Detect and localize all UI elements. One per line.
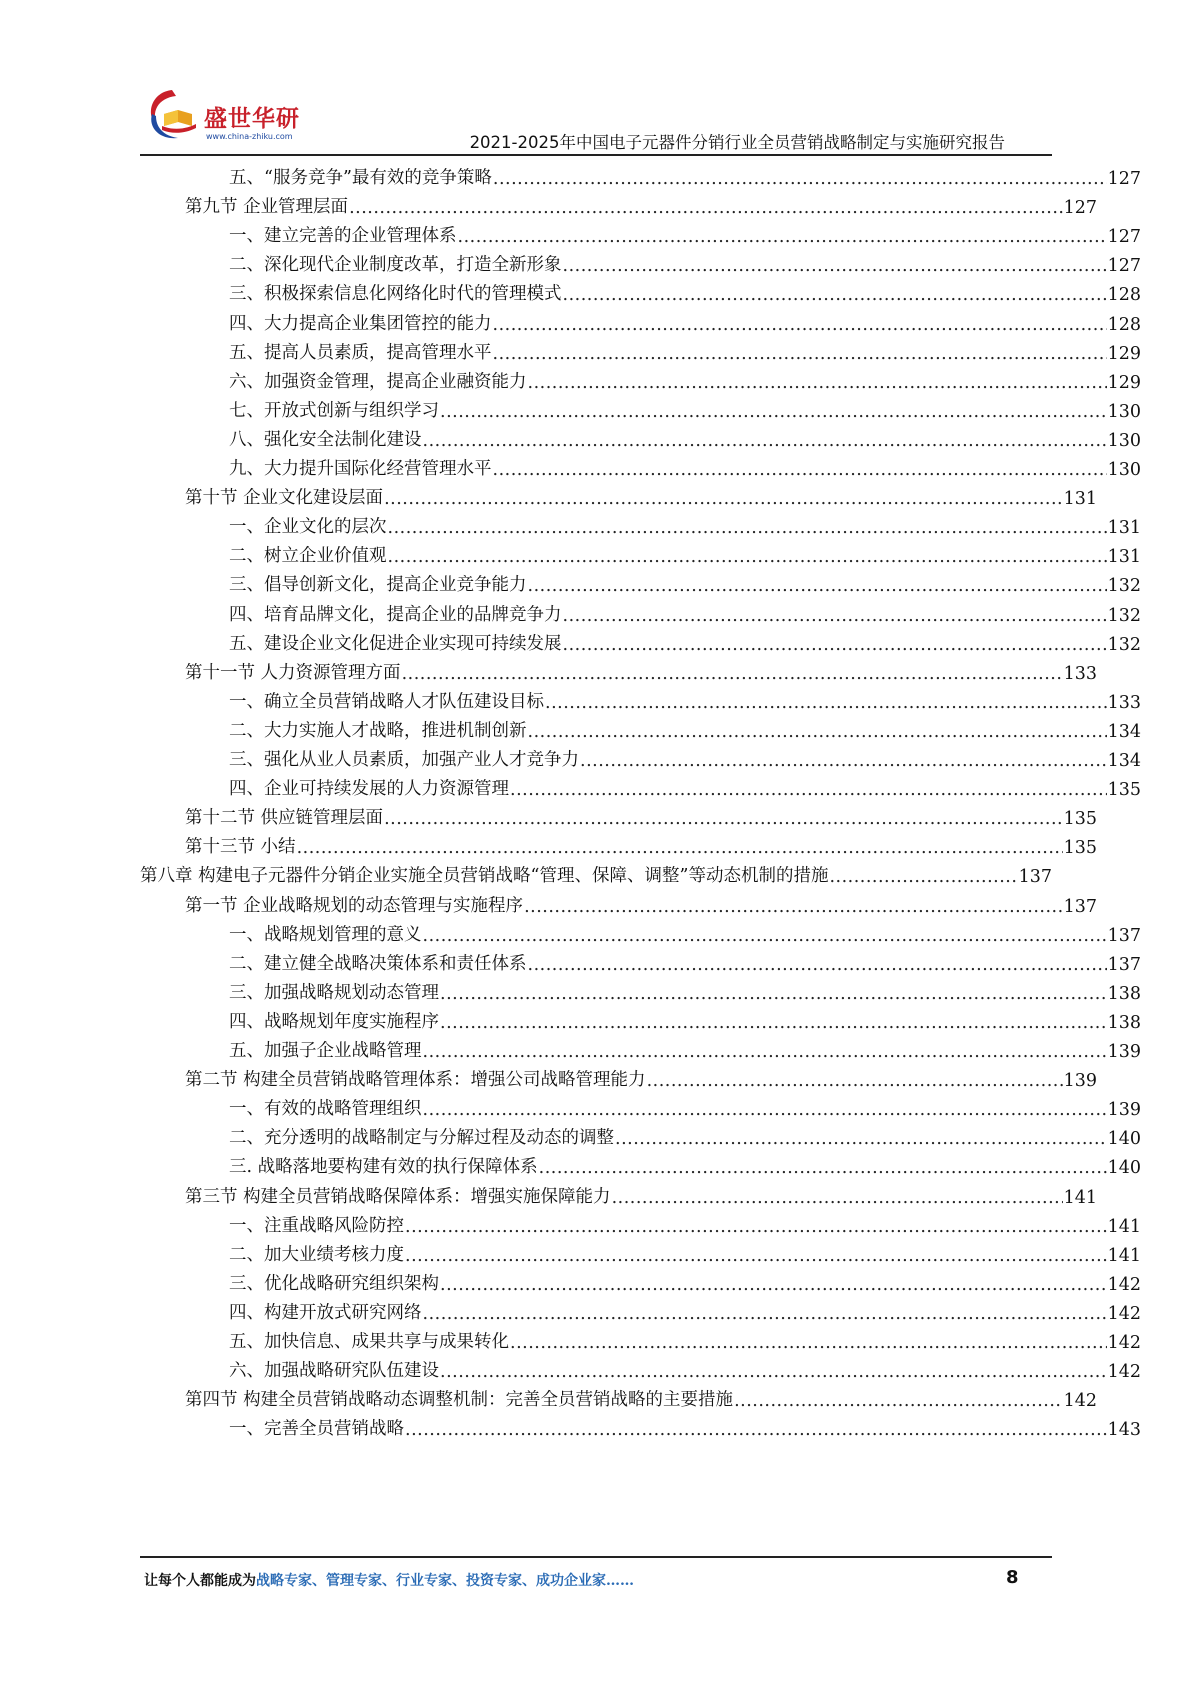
toc-leader-dots — [423, 1100, 1107, 1120]
toc-entry-page: 127 — [1063, 198, 1097, 219]
toc-entry-page: 130 — [1107, 460, 1141, 480]
toc-entry-title: 第十二节 供应链管理层面 — [185, 808, 384, 829]
toc-leader-dots — [528, 373, 1107, 393]
toc-leader-dots — [405, 1246, 1107, 1266]
toc-entry-page: 134 — [1107, 721, 1141, 742]
toc-entry[interactable] — [140, 682, 1141, 713]
toc-leader-dots — [545, 693, 1107, 713]
toc-leader-dots — [528, 576, 1107, 596]
toc-entry[interactable] — [140, 1177, 1097, 1208]
toc-entry-page: 129 — [1107, 372, 1141, 393]
toc-entry-title: 第二节 构建全员营销战略管理体系：增强公司战略管理能力 — [185, 1070, 646, 1091]
toc-entry-title: 一、企业文化的层次 — [229, 517, 387, 538]
toc-entry-title: 一、确立全员营销战略人才队伍建设目标 — [229, 691, 544, 712]
toc-entry-page: 127 — [1107, 256, 1141, 277]
toc-leader-dots — [524, 897, 1063, 917]
slogan-prefix: 让每个人都能成为 — [144, 1573, 256, 1589]
toc-entry-title: 九、大力提升国际化经营管理水平 — [229, 459, 492, 479]
toc-entry[interactable] — [140, 1264, 1141, 1295]
toc-entry-title: 第十节 企业文化建设层面 — [185, 488, 384, 509]
toc-entry-title: 四、企业可持续发展的人力资源管理 — [229, 779, 509, 800]
toc-entry[interactable] — [140, 536, 1141, 567]
toc-entry[interactable] — [140, 798, 1097, 829]
toc-entry[interactable] — [140, 711, 1141, 742]
toc-entry-page: 133 — [1107, 692, 1141, 713]
toc-entry[interactable] — [140, 216, 1141, 247]
toc-entry-page: 137 — [1063, 896, 1097, 917]
toc-entry[interactable] — [140, 1060, 1097, 1091]
toc-leader-dots — [384, 489, 1063, 509]
toc-entry-title: 六、加强资金管理，提高企业融资能力 — [229, 371, 527, 392]
toc-entry[interactable] — [140, 1235, 1141, 1266]
toc-entry[interactable] — [140, 595, 1141, 626]
toc-entry-page: 132 — [1107, 576, 1141, 597]
report-title: 2021-2025年中国电子元器件分销行业全员营销战略制定与实施研究报告 — [469, 133, 1005, 152]
toc-entry-page: 140 — [1107, 1129, 1141, 1150]
toc-entry-title: 五、“服务竞争”最有效的竞争策略 — [229, 168, 492, 188]
toc-entry[interactable] — [140, 1118, 1141, 1149]
toc-entry-title: 二、树立企业价值观 — [229, 546, 387, 567]
toc-entry-title: 一、战略规划管理的意义 — [229, 924, 422, 945]
toc-leader-dots — [440, 984, 1107, 1004]
logo-emblem-icon — [142, 84, 206, 144]
toc-entry-page: 141 — [1107, 1245, 1141, 1266]
page-header — [0, 0, 1191, 160]
toc-entry[interactable] — [140, 1089, 1141, 1120]
toc-leader-dots — [423, 1042, 1107, 1062]
toc-entry[interactable] — [140, 740, 1141, 771]
toc-entry-title: 四、培育品牌文化，提高企业的品牌竞争力 — [229, 604, 562, 625]
toc-entry[interactable] — [140, 944, 1141, 975]
toc-entry-page: 142 — [1107, 1362, 1141, 1383]
toc-entry-title: 二、充分透明的战略制定与分解过程及动态的调整 — [229, 1128, 614, 1149]
toc-entry[interactable] — [140, 507, 1141, 538]
toc-entry[interactable] — [140, 886, 1097, 917]
toc-entry-title: 一、建立完善的企业管理体系 — [229, 226, 457, 247]
toc-leader-dots — [440, 402, 1107, 422]
toc-entry-page: 142 — [1107, 1274, 1141, 1295]
toc-entry-page: 130 — [1107, 430, 1141, 451]
toc-entry-page: 142 — [1107, 1333, 1141, 1353]
toc-entry-page: 139 — [1063, 1071, 1097, 1092]
toc-entry-page: 132 — [1107, 634, 1141, 655]
toc-entry-page: 142 — [1063, 1391, 1097, 1412]
toc-entry[interactable] — [140, 973, 1141, 1004]
toc-entry[interactable] — [140, 449, 1141, 480]
header-divider — [140, 154, 1052, 156]
toc-leader-dots — [423, 431, 1107, 451]
toc-entry[interactable] — [140, 1002, 1141, 1033]
toc-entry[interactable] — [140, 1351, 1141, 1382]
toc-entry-title: 三、优化战略研究组织架构 — [229, 1273, 439, 1294]
toc-entry-page: 141 — [1063, 1187, 1097, 1208]
toc-entry-title: 第三节 构建全员营销战略保障体系：增强实施保障能力 — [185, 1186, 611, 1207]
toc-leader-dots — [647, 1071, 1063, 1091]
toc-leader-dots — [510, 1333, 1107, 1353]
toc-entry-title: 第十三节 小结 — [185, 837, 296, 858]
toc-entry[interactable] — [140, 158, 1141, 189]
toc-entry[interactable] — [140, 769, 1141, 800]
toc-leader-dots — [734, 1391, 1063, 1411]
toc-entry-title: 第八章 构建电子元器件分销企业实施全员营销战略“管理、保障、调整”等动态机制的措施 — [140, 866, 829, 887]
toc-entry-page: 130 — [1107, 401, 1141, 422]
toc-entry-title: 四、大力提高企业集团管控的能力 — [229, 313, 492, 334]
toc-entry[interactable] — [140, 245, 1141, 276]
toc-entry-title: 三. 战略落地要构建有效的执行保障体系 — [229, 1157, 538, 1178]
toc-leader-dots — [349, 198, 1063, 218]
toc-leader-dots — [493, 169, 1107, 189]
toc-entry-page: 131 — [1063, 489, 1097, 510]
toc-entry-title: 一、有效的战略管理组织 — [229, 1099, 422, 1120]
toc-leader-dots — [493, 315, 1107, 335]
toc-entry-page: 143 — [1107, 1420, 1141, 1441]
toc-leader-dots — [528, 955, 1107, 975]
toc-entry[interactable] — [140, 304, 1141, 335]
toc-entry[interactable] — [140, 420, 1141, 451]
toc-entry-title: 四、战略规划年度实施程序 — [229, 1011, 439, 1032]
toc-entry[interactable] — [140, 653, 1097, 684]
toc-leader-dots — [297, 838, 1063, 858]
toc-entry[interactable] — [140, 362, 1141, 393]
toc-entry-title: 八、强化安全法制化建设 — [229, 429, 422, 450]
toc-leader-dots — [493, 460, 1107, 480]
toc-entry-page: 142 — [1107, 1303, 1141, 1324]
toc-entry-page: 139 — [1107, 1042, 1141, 1062]
toc-entry-title: 第一节 企业战略规划的动态管理与实施程序 — [185, 895, 524, 916]
toc-leader-dots — [615, 1129, 1107, 1149]
toc-leader-dots — [405, 1217, 1107, 1237]
toc-entry[interactable] — [140, 333, 1141, 364]
toc-entry-title: 第十一节 人力资源管理方面 — [185, 662, 401, 683]
toc-entry[interactable] — [140, 1380, 1097, 1411]
page-number: 8 — [1006, 1567, 1019, 1588]
toc-entry[interactable] — [140, 274, 1141, 305]
toc-entry-page: 137 — [1107, 954, 1141, 975]
toc-leader-dots — [563, 606, 1107, 626]
toc-entry-page: 134 — [1107, 751, 1141, 771]
toc-leader-dots — [539, 1158, 1107, 1178]
toc-leader-dots — [563, 256, 1107, 276]
toc-entry-page: 137 — [1018, 867, 1052, 888]
toc-leader-dots — [493, 344, 1107, 364]
toc-entry-title: 三、强化从业人员素质，加强产业人才竞争力 — [229, 750, 579, 770]
footer-divider — [140, 1556, 1052, 1558]
toc-leader-dots — [458, 227, 1107, 247]
toc-entry-title: 第九节 企业管理层面 — [185, 197, 349, 218]
toc-entry-title: 六、加强战略研究队伍建设 — [229, 1361, 439, 1382]
toc-entry-page: 138 — [1107, 1012, 1141, 1033]
toc-entry-page: 137 — [1107, 925, 1141, 946]
toc-leader-dots — [423, 1304, 1107, 1324]
toc-entry-title: 二、建立健全战略决策体系和责任体系 — [229, 953, 527, 974]
toc-entry[interactable] — [140, 915, 1141, 946]
toc-leader-dots — [440, 1362, 1107, 1382]
toc-entry-title: 一、完善全员营销战略 — [229, 1419, 404, 1440]
toc-entry-page: 138 — [1107, 983, 1141, 1004]
toc-leader-dots — [388, 547, 1107, 567]
toc-entry-page: 127 — [1107, 227, 1141, 248]
toc-entry-page: 131 — [1107, 547, 1141, 568]
toc-entry-page: 128 — [1107, 314, 1141, 335]
toc-entry-page: 133 — [1063, 663, 1097, 684]
toc-entry-page: 135 — [1107, 780, 1141, 801]
toc-leader-dots — [423, 926, 1107, 946]
toc-leader-dots — [528, 722, 1107, 742]
toc-entry-page: 129 — [1107, 343, 1141, 364]
toc-entry[interactable] — [140, 1409, 1141, 1440]
toc-leader-dots — [563, 635, 1107, 655]
toc-entry-page: 131 — [1107, 518, 1141, 539]
toc-leader-dots — [829, 867, 1017, 887]
toc-entry-title: 三、积极探索信息化网络化时代的管理模式 — [229, 284, 562, 305]
toc-entry[interactable] — [140, 187, 1097, 218]
toc-entry[interactable] — [140, 1147, 1141, 1178]
toc-entry-title: 二、深化现代企业制度改革，打造全新形象 — [229, 255, 562, 276]
toc-leader-dots — [402, 664, 1063, 684]
toc-entry[interactable] — [140, 565, 1141, 596]
toc-leader-dots — [440, 1013, 1107, 1033]
company-logo — [142, 84, 322, 152]
toc-entry-page: 139 — [1107, 1100, 1141, 1121]
toc-entry[interactable] — [140, 391, 1141, 422]
toc-leader-dots — [384, 809, 1063, 829]
toc-leader-dots — [440, 1275, 1107, 1295]
toc-leader-dots — [405, 1420, 1107, 1440]
toc-leader-dots — [612, 1188, 1063, 1208]
toc-leader-dots — [563, 285, 1107, 305]
toc-entry-title: 四、构建开放式研究网络 — [229, 1302, 422, 1323]
toc-entry-title: 二、大力实施人才战略，推进机制创新 — [229, 720, 527, 741]
toc-entry-page: 132 — [1107, 605, 1141, 626]
toc-entry[interactable] — [140, 1206, 1141, 1237]
logo-url: www.china-zhiku.com — [206, 132, 293, 141]
toc-entry-title: 三、加强战略规划动态管理 — [229, 982, 439, 1003]
toc-entry-page: 140 — [1107, 1158, 1141, 1179]
toc-entry-page: 127 — [1107, 169, 1141, 189]
toc-entry-title: 五、加强子企业战略管理 — [229, 1041, 422, 1061]
toc-entry[interactable] — [140, 1322, 1141, 1353]
toc-entry[interactable] — [140, 1031, 1141, 1062]
toc-entry-title: 五、加快信息、成果共享与成果转化 — [229, 1332, 509, 1352]
toc-entry-page: 135 — [1063, 809, 1097, 830]
toc-leader-dots — [388, 518, 1107, 538]
toc-entry[interactable] — [140, 1293, 1141, 1324]
toc-leader-dots — [510, 780, 1107, 800]
toc-entry-title: 七、开放式创新与组织学习 — [229, 400, 439, 421]
toc-entry-title: 一、注重战略风险防控 — [229, 1215, 404, 1236]
toc-entry-title: 五、提高人员素质，提高管理水平 — [229, 342, 492, 363]
footer-slogan — [144, 1570, 634, 1590]
toc-entry-title: 二、加大业绩考核力度 — [229, 1244, 404, 1265]
toc-entry[interactable] — [140, 856, 1052, 887]
toc-entry-title: 三、倡导创新文化，提高企业竞争能力 — [229, 575, 527, 596]
toc-entry-title: 第四节 构建全员营销战略动态调整机制：完善全员营销战略的主要措施 — [185, 1390, 734, 1411]
logo-name: 盛世华研 — [204, 106, 300, 132]
toc-leader-dots — [580, 751, 1107, 771]
slogan-highlight: 战略专家、管理专家、行业专家、投资专家、成功企业家…… — [256, 1573, 634, 1589]
toc-entry-title: 五、建设企业文化促进企业实现可持续发展 — [229, 633, 562, 654]
toc-entry[interactable] — [140, 478, 1097, 509]
toc-entry[interactable] — [140, 827, 1097, 858]
toc-entry-page: 135 — [1063, 838, 1097, 859]
toc-entry[interactable] — [140, 624, 1141, 655]
toc-entry-page: 128 — [1107, 285, 1141, 306]
toc-entry-page: 141 — [1107, 1216, 1141, 1237]
